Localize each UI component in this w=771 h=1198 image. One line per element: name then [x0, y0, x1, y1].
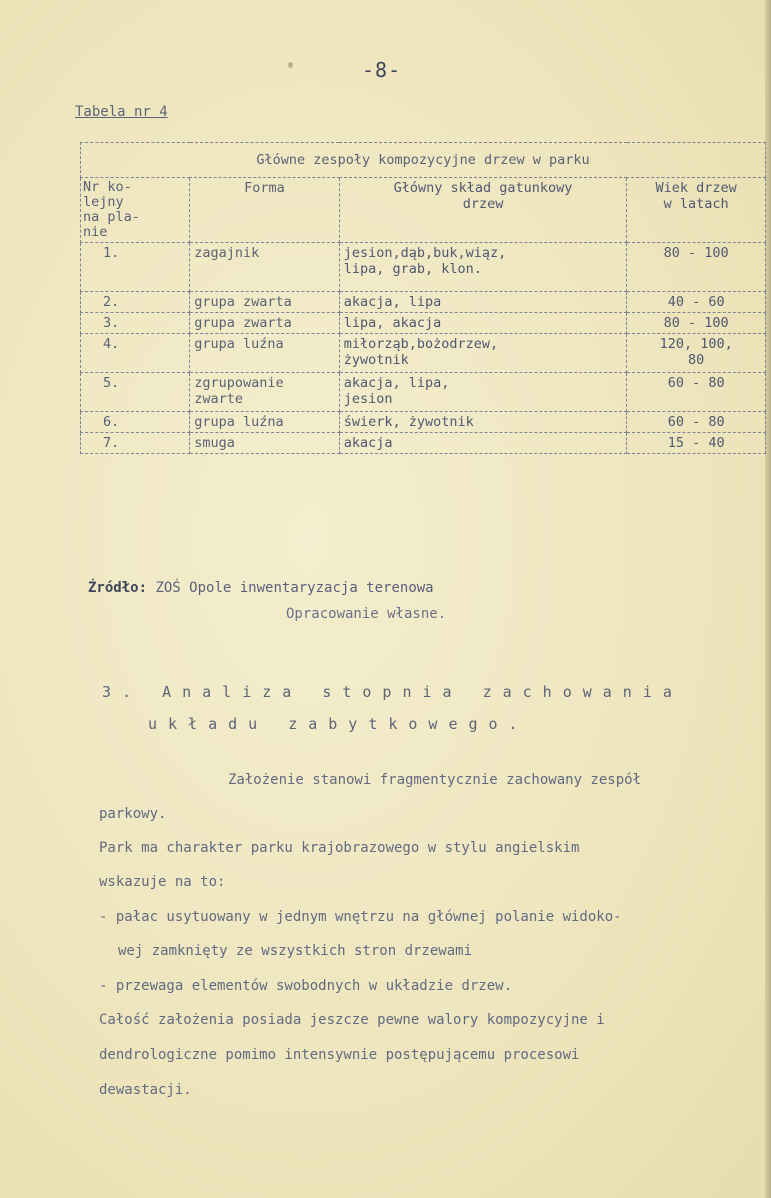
body-line: - przewaga elementów swobodnych w układzie drzew. [99, 978, 513, 994]
header-form-text: Forma [244, 180, 285, 196]
row-form: zagajnik [190, 243, 340, 292]
header-number [81, 178, 190, 243]
row-species: akacja [339, 433, 627, 454]
row-form: grupa luźna [190, 412, 340, 433]
row-species: jesion,dąb,buk,wiąz, lipa, grab, klon. [339, 243, 627, 292]
header-age [627, 178, 766, 243]
source-note: Opracowanie własne. [286, 606, 447, 622]
body-line: parkowy. [99, 806, 167, 822]
row-form: zgrupowanie zwarte [190, 373, 340, 412]
row-species: świerk, żywotnik [339, 412, 627, 433]
header-number-text: Nr ko- lejny na pla- nie [83, 179, 140, 240]
body-line: Park ma charakter parku krajobrazowego w stylu angielskim [99, 840, 580, 856]
body-line: dewastacji. [99, 1082, 192, 1098]
row-form: grupa zwarta [190, 313, 340, 334]
row-form: grupa zwarta [190, 292, 340, 313]
table-title: Tabela nr 4 [75, 104, 168, 120]
row-age: 60 - 80 [627, 412, 766, 433]
paper-stain [288, 62, 293, 68]
source-label: Źródło: [88, 580, 148, 596]
row-number: 4. [81, 334, 190, 373]
body-line: dendrologiczne pomimo intensywnie postępującemu procesowi [99, 1047, 580, 1063]
row-number: 1. [81, 243, 190, 292]
row-species: akacja, lipa, jesion [339, 373, 627, 412]
table-row [81, 243, 766, 292]
row-species: akacja, lipa [339, 292, 627, 313]
row-age: 120, 100, 80 [627, 334, 766, 373]
header-age-text: Wiek drzew w latach [655, 180, 737, 212]
table-row [81, 433, 766, 454]
row-number: 2. [81, 292, 190, 313]
source-text: ZOŚ Opole inwentaryzacja terenowa [155, 580, 434, 596]
row-species: miłorząb,bożodrzew, żywotnik [339, 334, 627, 373]
row-age: 60 - 80 [627, 373, 766, 412]
header-species-text: Główny skład gatunkowy drzew [393, 180, 573, 212]
row-age: 15 - 40 [627, 433, 766, 454]
table-row [81, 292, 766, 313]
body-line: - pałac usytuowany w jednym wnętrzu na głównej polanie widoko- [99, 909, 622, 925]
row-number: 3. [81, 313, 190, 334]
trees-table [80, 142, 766, 454]
row-form: grupa luźna [190, 334, 340, 373]
row-number: 5. [81, 373, 190, 412]
body-line: wskazuje na to: [99, 874, 226, 890]
section-heading-continued: układu zabytkowego. [148, 715, 529, 733]
table-row [81, 412, 766, 433]
page-number: -8- [362, 58, 402, 82]
row-number: 6. [81, 412, 190, 433]
body-line: wej zamknięty ze wszystkich stron drzewami [118, 943, 473, 959]
table-caption: Główne zespoły kompozycyjne drzew w parku [81, 143, 766, 178]
table-row [81, 334, 766, 373]
table-row [81, 313, 766, 334]
row-age: 80 - 100 [627, 313, 766, 334]
section-heading: 3. Analiza stopnia zachowania [102, 683, 683, 701]
body-line: Całość założenia posiada jeszcze pewne walory kompozycyjne i [99, 1012, 605, 1028]
header-species [339, 178, 627, 243]
row-age: 80 - 100 [627, 243, 766, 292]
row-species: lipa, akacja [339, 313, 627, 334]
row-age: 40 - 60 [627, 292, 766, 313]
row-form: smuga [190, 433, 340, 454]
row-number: 7. [81, 433, 190, 454]
source-line [88, 580, 434, 596]
body-line: Założenie stanowi fragmentycznie zachowany zespół [228, 772, 642, 788]
header-form [190, 178, 340, 243]
table-row [81, 373, 766, 412]
